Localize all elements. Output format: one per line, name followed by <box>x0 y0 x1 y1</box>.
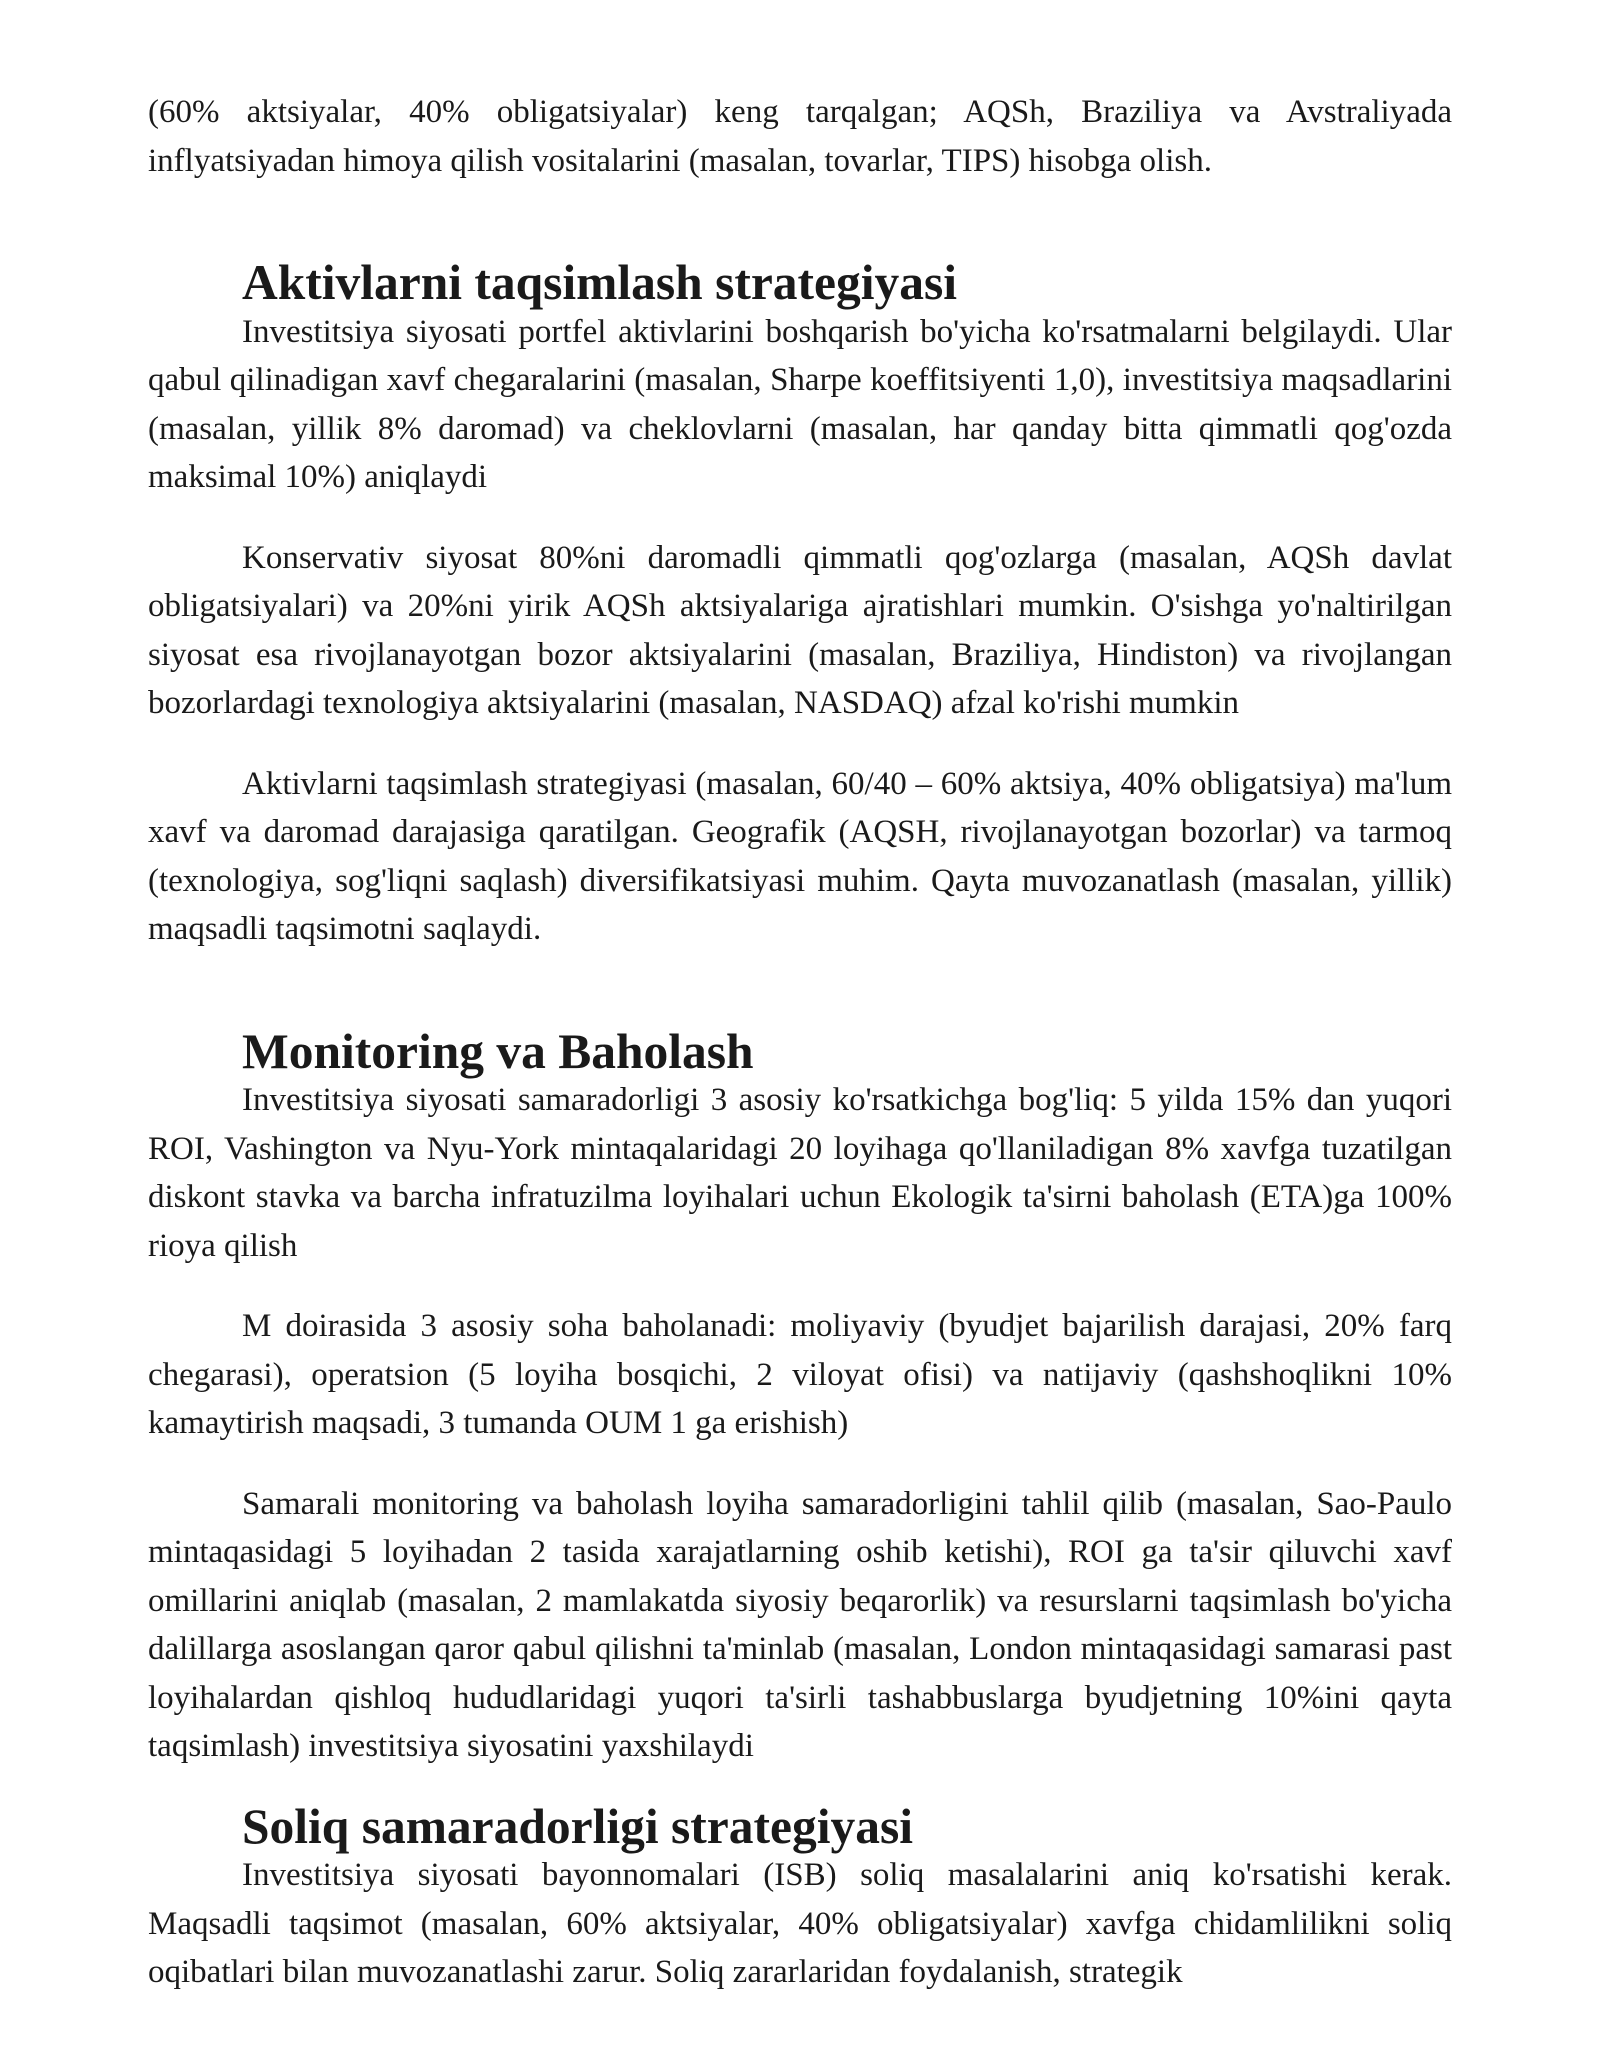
paragraph: Aktivlarni taqsimlash strategiyasi (masalan, 60/40 – 60% aktsiya, 40% obligatsiya) ma'lum xavf va daromad darajasiga qaratilgan. Geografik (AQSH, rivojlanayotgan bozorlar) va tarmoq (texnologiya, sog'liqni saqlash) diversifikatsiyasi muhim. Qayta muvozanatlash (masalan, yillik) maqsadli taqsimotni saqlaydi. <box>148 765 1452 947</box>
paragraph: M doirasida 3 asosiy soha baholanadi: moliyaviy (byudjet bajarilish darajasi, 20% farq chegarasi), operatsion (5 loyiha bosqichi, 2 viloyat ofisi) va natijaviy (qashshoqlikni 10% kamaytirish maqsadi, 3 tumanda OUM 1 ga erishish) <box>148 1308 1452 1441</box>
paragraph: Investitsiya siyosati samaradorligi 3 asosiy ko'rsatkichga bog'liq: 5 yilda 15% dan yuqori ROI, Vashington va Nyu-York mintaqalaridagi 20 loyihaga qo'llaniladigan 8% xavfga tuzatilgan diskont stavka va barcha infratuzilma loyihalari uchun Ekologik ta'sirni baholash (ETA)ga 100% rioya qilish <box>148 1082 1452 1264</box>
section-heading: Soliq samaradorligi strategiyasi <box>242 1798 913 1854</box>
intro-paragraph: (60% aktsiyalar, 40% obligatsiyalar) keng tarqalgan; AQSh, Braziliya va Avstraliyada inflyatsiyadan himoya qilish vositalarini (masalan, tovarlar, TIPS) hisobga olish. <box>148 94 1452 179</box>
section-spacer <box>148 217 1452 259</box>
section-heading: Monitoring va Baholash <box>242 1023 754 1079</box>
paragraph: Konservativ siyosat 80%ni daromadli qimmatli qog'ozlarga (masalan, AQSh davlat obligatsiyalari) va 20%ni yirik AQSh aktsiyalariga ajratishlari mumkin. O'sishga yo'naltirilgan siyosat esa rivojlanayotgan bozor aktsiyalarini (masalan, Braziliya, Hindiston) va rivojlangan bozorlardagi texnologiya aktsiyalarini (masalan, NASDAQ) afzal ko'rishi mumkin <box>148 539 1452 721</box>
section-spacer <box>148 986 1452 1028</box>
paragraph: Investitsiya siyosati bayonnomalari (ISB) soliq masalalarini aniq ko'rsatishi kerak. Maqsadli taqsimot (masalan, 60% aktsiyalar, 40% obligatsiyalar) xavfga chidamlilikni soliq oqibatlari bilan muvozanatlashi zarur. Soliq zararlaridan foydalanish, strategik <box>148 1857 1452 1990</box>
document-page <box>148 88 1452 2029</box>
section-monitoring <box>148 1023 1452 1771</box>
section-tax-efficiency <box>148 1798 1452 1997</box>
paragraph: Investitsiya siyosati portfel aktivlarini boshqarish bo'yicha ko'rsatmalarni belgilaydi. Ular qabul qilinadigan xavf chegaralarini (masalan, Sharpe koeffitsiyenti 1,0), investitsiya maqsadlarini (masalan, yillik 8% daromad) va cheklovlarni (masalan, har qanday bitta qimmatli qog'ozda maksimal 10%) aniqlaydi <box>148 313 1452 495</box>
section-heading: Aktivlarni taqsimlash strategiyasi <box>242 255 958 310</box>
section-asset-allocation <box>148 255 1452 954</box>
paragraph: Samarali monitoring va baholash loyiha samaradorligini tahlil qilib (masalan, Sao-Paulo mintaqasidagi 5 loyihadan 2 tasida xarajatlarning oshib ketishi), ROI ga ta'sir qiluvchi xavf omillarini aniqlab (masalan, 2 mamlakatda siyosiy beqarorlik) va resurslarni taqsimlash bo'yicha dalillarga asoslangan qaror qabul qilishni ta'minlab (masalan, London mintaqasidagi samarasi past loyihalardan qishloq hududlaridagi yuqori ta'sirli tashabbuslarga byudjetning 10%ini qayta taqsimlash) investitsiya siyosatini yaxshilaydi <box>148 1485 1452 1764</box>
